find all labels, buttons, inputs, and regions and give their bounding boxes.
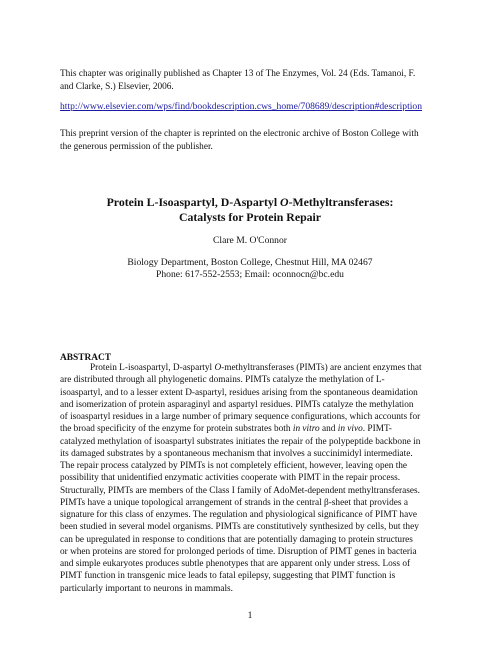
- abstract-text: the broad specificity of the enzyme for protein substrates both: [60, 424, 293, 435]
- abstract-line: PIMT function in transgenic mice leads to fatal epilepsy, suggesting that PIMT function is: [60, 571, 396, 582]
- abstract-line: catalyzed methylation of isoaspartyl substrates initiates the repair of the polypeptide backbone in: [60, 436, 421, 447]
- publication-note-line: This chapter was originally published as Chapter 13 of The Enzymes, Vol. 24 (Eds. Tamanoi, F.: [60, 69, 416, 79]
- permission-note: [60, 128, 445, 153]
- abstract-line: its damaged substrates by a spontaneous mechanism that involves a succinimidyl intermediate.: [60, 448, 413, 459]
- abstract-line: [60, 423, 445, 435]
- abstract-italic: in vivo: [337, 424, 363, 435]
- abstract-line: particularly important to neurons in mammals.: [60, 583, 233, 594]
- title-text: -Methyltransferases:: [288, 195, 394, 209]
- title-line-2: Catalysts for Protein Repair: [178, 210, 322, 224]
- permission-note-line: the generous permission of the publisher.: [60, 141, 213, 152]
- abstract-heading: ABSTRACT: [60, 353, 112, 363]
- abstract-line: been studied in several model organisms. PIMTs are constitutively synthesized by cells, but they: [60, 522, 419, 533]
- abstract-line: and isomerization of protein asparaginyl and aspartyl residues. PIMTs catalyze the methylation: [60, 399, 414, 410]
- abstract-text: -methyltransferases (PIMTs) are ancient enzymes that: [221, 363, 422, 373]
- abstract-body: [60, 362, 445, 595]
- affiliation: [40, 257, 460, 281]
- title-italic-o: O: [280, 195, 289, 209]
- abstract-line: PIMTs have a unique topological arrangement of strands in the central β-sheet that provides a: [60, 497, 408, 508]
- title-line-1: [40, 195, 460, 210]
- page-number: 1: [247, 610, 253, 621]
- title-text: Protein L-Isoaspartyl, D-Aspartyl: [106, 195, 281, 209]
- abstract-line: of isoaspartyl residues in a large number of primary sequence configurations, which accounts for: [60, 412, 421, 422]
- abstract-line: are distributed through all phylogenetic domains. PIMTs catalyze the methylation of L-: [60, 375, 385, 386]
- paper-title: [40, 195, 460, 225]
- affiliation-line: Biology Department, Boston College, Chestnut Hill, MA 02467: [127, 257, 373, 268]
- abstract-line: or when proteins are stored for prolonged periods of time. Disruption of PIMT genes in bacteria: [60, 546, 417, 557]
- publication-note: [60, 68, 445, 93]
- abstract-text: and: [319, 424, 338, 435]
- abstract-italic: in vitro: [292, 424, 320, 435]
- contact-line: Phone: 617-552-2553; Email: oconnocn@bc.edu: [156, 269, 344, 280]
- abstract-italic: O: [214, 363, 222, 373]
- author-name: Clare M. O'Connor: [213, 235, 287, 246]
- abstract-text: Protein L-isoaspartyl, D-aspartyl: [90, 363, 215, 373]
- abstract-line: Structurally, PIMTs are members of the Class I family of AdoMet-dependent methyltransferases.: [60, 485, 420, 496]
- abstract-line: [60, 362, 445, 374]
- abstract-line: isoaspartyl, and to a lesser extent D-aspartyl, residues arising from the spontaneous deamidation: [60, 387, 418, 398]
- abstract-line: possibility that unidentified enzymatic activities cooperate with PIMT in the repair process.: [60, 473, 401, 484]
- permission-note-line: This preprint version of the chapter is reprinted on the electronic archive of Boston College with: [60, 129, 419, 139]
- abstract-line: The repair process catalyzed by PIMTs is not completely efficient, however, leaving open the: [60, 461, 408, 471]
- abstract-line: signature for this class of enzymes. The regulation and physiological significance of PIMT have: [60, 510, 417, 520]
- abstract-line: and simple eukaryotes produces subtle phenotypes that are apparent only under stress. Loss of: [60, 559, 411, 569]
- abstract-text: . PIMT-: [362, 424, 392, 435]
- elsevier-link[interactable]: http://www.elsevier.com/wps/find/bookdescription.cws_home/708689/description#description: [60, 101, 423, 112]
- publication-note-line: and Clarke, S.) Elsevier, 2006.: [60, 81, 174, 92]
- abstract-line: can be upregulated in response to conditions that are potentially damaging to protein structures: [60, 534, 413, 545]
